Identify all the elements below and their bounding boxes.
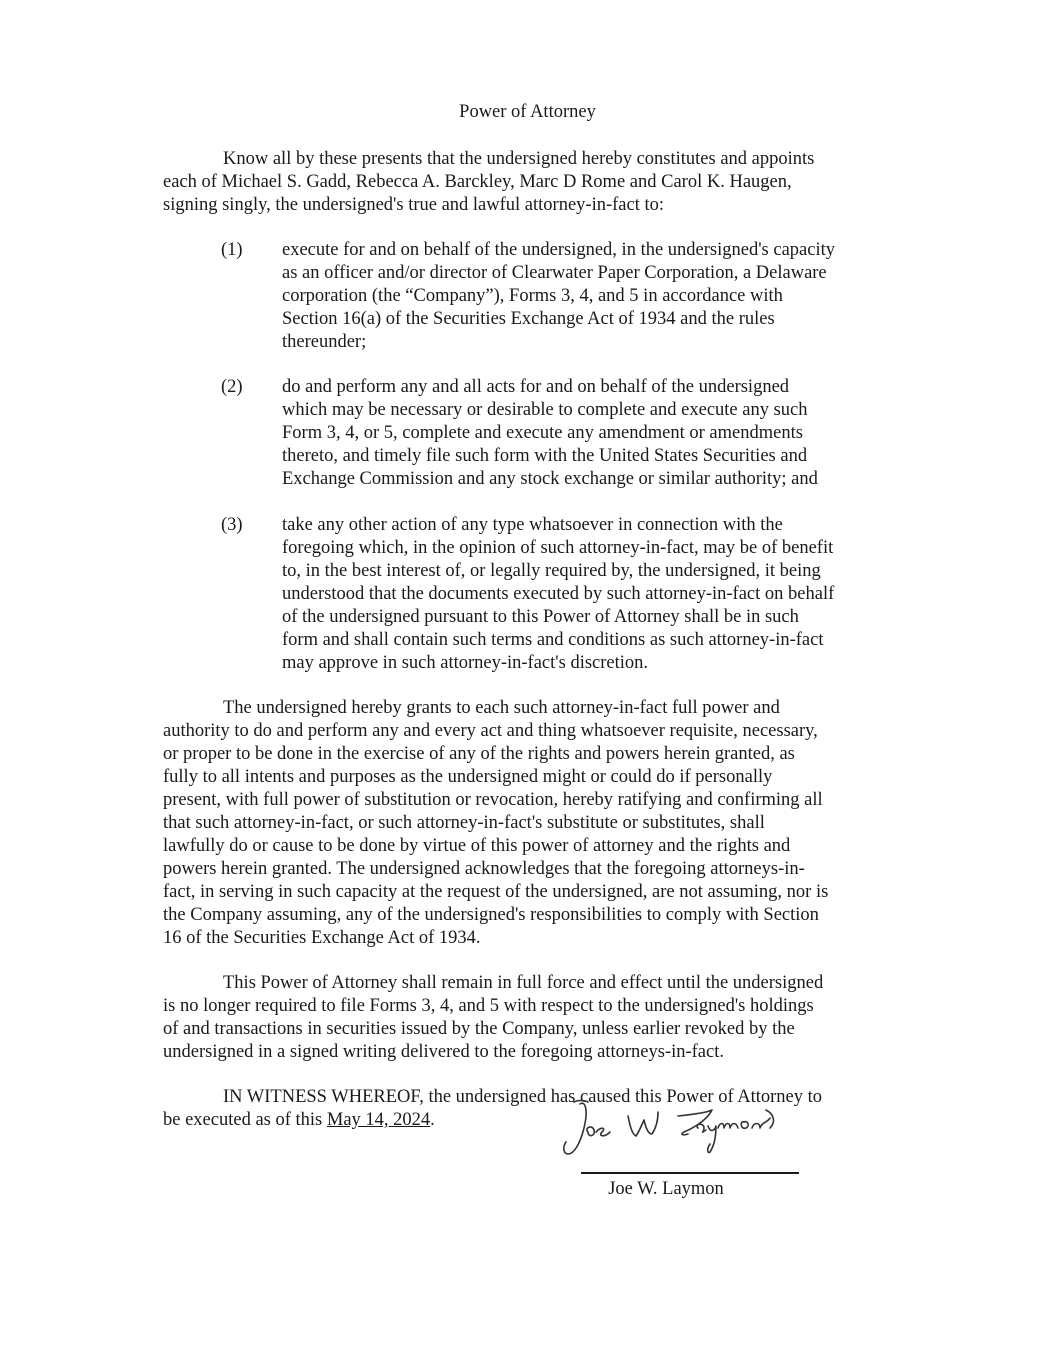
list-item-line: do and perform any and all acts for and on behalf of the undersigned — [282, 377, 790, 397]
list-item-line: corporation (the “Company”), Forms 3, 4, and 5 in accordance with — [282, 286, 783, 306]
signature-stroke — [628, 1112, 658, 1136]
signature-stroke — [574, 1101, 588, 1103]
signature-stroke — [596, 1128, 610, 1136]
list-item-number: (3) — [221, 515, 243, 535]
list-item-line: which may be necessary or desirable to complete and execute any such — [282, 400, 808, 420]
list-item-text — [282, 239, 882, 354]
grant-line: 16 of the Securities Exchange Act of 1934. — [163, 928, 481, 948]
grant-line: The undersigned hereby grants to each such attorney-in-fact full power and — [223, 698, 780, 718]
list-item-line: take any other action of any type whatsoever in connection with the — [282, 515, 783, 535]
list-item-line: thereunder; — [282, 332, 367, 352]
grant-line: that such attorney-in-fact, or such attorney-in-fact's substitute or substitutes, shall — [163, 813, 765, 833]
grant-line: fact, in serving in such capacity at the request of the undersigned, are not assuming, nor is — [163, 882, 829, 902]
list-item-line: foregoing which, in the opinion of such attorney-in-fact, may be of benefit — [282, 538, 834, 558]
list-item-text — [282, 376, 882, 491]
signature-stroke — [697, 1124, 706, 1132]
duration-line: This Power of Attorney shall remain in full force and effect until the undersigned — [223, 973, 824, 993]
list-item-line: may approve in such attorney-in-fact's discretion. — [282, 653, 649, 673]
list-item-line: as an officer and/or director of Clearwater Paper Corporation, a Delaware — [282, 263, 827, 283]
signature-stroke — [678, 1110, 712, 1135]
grant-line: lawfully do or cause to be done by virtue of this power of attorney and the rights and — [163, 836, 791, 856]
list-item-line: Form 3, 4, or 5, complete and execute any amendment or amendments — [282, 423, 803, 443]
grant-line: powers herein granted. The undersigned acknowledges that the foregoing attorneys-in- — [163, 859, 805, 879]
duration-line: is no longer required to file Forms 3, 4, and 5 with respect to the undersigned's holdings — [163, 996, 814, 1016]
list-item-line: to, in the best interest of, or legally required by, the undersigned, it being — [282, 561, 821, 581]
list-item-line: thereto, and timely file such form with the United States Securities and — [282, 446, 808, 466]
intro-line: each of Michael S. Gadd, Rebecca A. Barckley, Marc D Rome and Carol K. Haugen, — [163, 172, 792, 192]
witness-line-suffix: . — [430, 1110, 435, 1130]
list-item-text — [282, 514, 882, 675]
duration-line: of and transactions in securities issued by the Company, unless earlier revoked by the — [163, 1019, 795, 1039]
intro-paragraph — [163, 148, 883, 217]
signature-stroke — [752, 1118, 770, 1128]
list-item-number: (2) — [221, 377, 243, 397]
signature-stroke — [718, 1124, 738, 1129]
grant-line: authority to do and perform any and every act and thing whatsoever requisite, necessary, — [163, 721, 818, 741]
grant-line: fully to all intents and purposes as the undersigned might or could do if personally — [163, 767, 773, 787]
grant-line: present, with full power of substitution or revocation, hereby ratifying and confirming all — [163, 790, 823, 810]
witness-line: IN WITNESS WHEREOF, the undersigned has caused this Power of Attorney to — [223, 1087, 823, 1107]
intro-line: signing singly, the undersigned's true and lawful attorney-in-fact to: — [163, 195, 664, 215]
signature-stroke — [564, 1103, 586, 1154]
grant-line: the Company assuming, any of the undersigned's responsibilities to comply with Section — [163, 905, 819, 925]
duration-paragraph — [163, 972, 883, 1064]
signature-stroke — [587, 1127, 594, 1136]
list-item-number: (1) — [221, 240, 243, 260]
list-item-line: understood that the documents executed by such attorney-in-fact on behalf — [282, 584, 835, 604]
list-item-line: of the undersigned pursuant to this Power of Attorney shall be in such — [282, 607, 799, 627]
handwritten-signature — [558, 1092, 788, 1162]
intro-line: Know all by these presents that the undersigned hereby constitutes and appoints — [223, 149, 815, 169]
list-item-line: execute for and on behalf of the undersigned, in the undersigned's capacity — [282, 240, 835, 260]
duration-line: undersigned in a signed writing delivered to the foregoing attorneys-in-fact. — [163, 1042, 724, 1062]
signature-stroke — [741, 1122, 748, 1129]
witness-line-prefix: be executed as of this — [163, 1110, 327, 1130]
execution-date: May 14, 2024 — [326, 1110, 431, 1130]
signature-line — [581, 1172, 799, 1174]
grant-line: or proper to be done in the exercise of any of the rights and powers herein granted, as — [163, 744, 795, 764]
document-title: Power of Attorney — [459, 102, 596, 122]
list-item-line: Section 16(a) of the Securities Exchange Act of 1934 and the rules — [282, 309, 775, 329]
list-item-line: form and shall contain such terms and conditions as such attorney-in-fact — [282, 630, 824, 650]
signer-name: Joe W. Laymon — [608, 1179, 724, 1199]
grant-paragraph — [163, 697, 883, 950]
signature-stroke — [708, 1126, 716, 1153]
list-item-line: Exchange Commission and any stock exchange or similar authority; and — [282, 469, 818, 489]
